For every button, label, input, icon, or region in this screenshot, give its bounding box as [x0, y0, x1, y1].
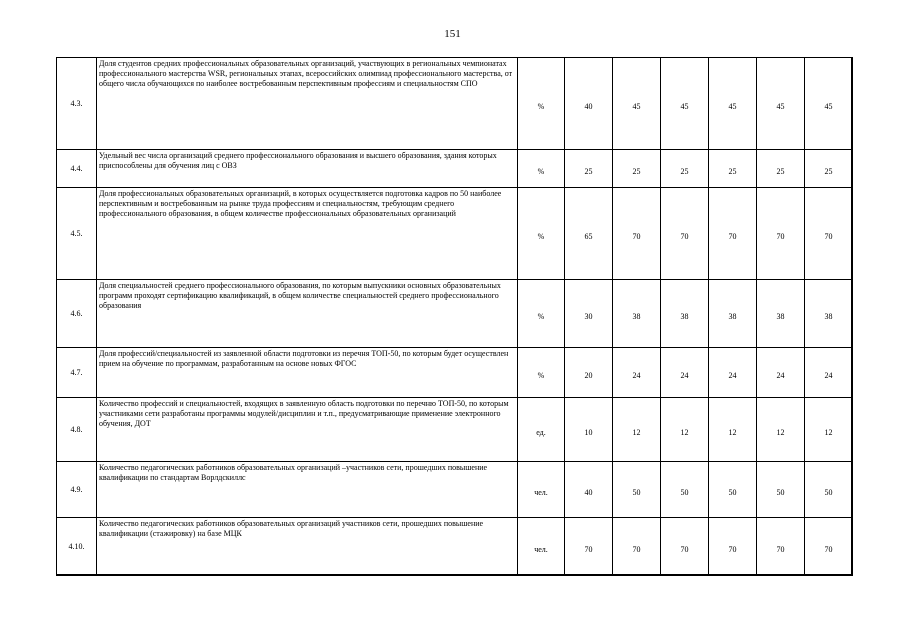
- indicator-value: 70: [661, 188, 709, 280]
- indicator-unit: %: [518, 348, 565, 398]
- indicator-description: Количество профессий и специальностей, входящих в заявленную область подготовки по перечню ТОП-50, по которым участниками сети разработаны программы модулей/дисциплин и т.п., предусматривающие применение электронного обучения, ДОТ: [97, 398, 518, 462]
- row-number: 4.7.: [57, 348, 97, 398]
- indicator-value: 45: [805, 58, 853, 150]
- indicator-value: 38: [613, 280, 661, 348]
- row-number: 4.8.: [57, 398, 97, 462]
- indicator-value: 70: [709, 188, 757, 280]
- indicator-description: Удельный вес числа организаций среднего профессионального образования и высшего образования, здания которых приспособлены для обучения лиц с ОВЗ: [97, 150, 518, 188]
- indicator-value: 25: [757, 150, 805, 188]
- indicator-description: Доля студентов средних профессиональных образовательных организаций, участвующих в региональных чемпионатах профессионального мастерства WSR, региональных этапах, всероссийских олимпиад профессионального мастерства, от общего числа обучающихся по наиболее востребованным перспективным профессиям и специальностям СПО: [97, 58, 518, 150]
- indicator-value: 12: [661, 398, 709, 462]
- row-number: 4.10.: [57, 518, 97, 576]
- indicator-value: 30: [565, 280, 613, 348]
- indicator-value: 24: [613, 348, 661, 398]
- table-row: [57, 280, 853, 348]
- indicator-value: 50: [661, 462, 709, 518]
- indicator-value: 45: [613, 58, 661, 150]
- table-row: [57, 58, 853, 150]
- indicator-value: 70: [805, 188, 853, 280]
- indicator-value: 70: [757, 188, 805, 280]
- page-number: 151: [444, 28, 461, 40]
- row-number: 4.9.: [57, 462, 97, 518]
- indicator-value: 50: [757, 462, 805, 518]
- indicator-value: 10: [565, 398, 613, 462]
- indicator-value: 12: [709, 398, 757, 462]
- indicator-value: 25: [805, 150, 853, 188]
- table-row: [57, 150, 853, 188]
- indicator-value: 70: [805, 518, 853, 576]
- indicator-value: 45: [709, 58, 757, 150]
- indicator-value: 12: [757, 398, 805, 462]
- indicator-description: Количество педагогических работников образовательных организаций –участников сети, прошедших повышение квалификации по стандартам Ворлдскиллс: [97, 462, 518, 518]
- indicator-value: 38: [661, 280, 709, 348]
- table-row: [57, 348, 853, 398]
- indicator-value: 20: [565, 348, 613, 398]
- indicator-value: 40: [565, 462, 613, 518]
- indicator-unit: %: [518, 150, 565, 188]
- indicator-value: 38: [757, 280, 805, 348]
- indicator-unit: %: [518, 280, 565, 348]
- table-row: [57, 398, 853, 462]
- indicator-value: 45: [661, 58, 709, 150]
- indicator-value: 25: [661, 150, 709, 188]
- indicator-value: 50: [805, 462, 853, 518]
- row-number: 4.6.: [57, 280, 97, 348]
- indicator-unit: чел.: [518, 518, 565, 576]
- indicator-value: 24: [709, 348, 757, 398]
- indicator-value: 38: [805, 280, 853, 348]
- indicator-unit: %: [518, 188, 565, 280]
- indicator-value: 70: [565, 518, 613, 576]
- indicator-value: 24: [757, 348, 805, 398]
- table-row: [57, 462, 853, 518]
- indicator-unit: %: [518, 58, 565, 150]
- indicator-value: 38: [709, 280, 757, 348]
- row-number: 4.3.: [57, 58, 97, 150]
- indicator-value: 24: [661, 348, 709, 398]
- indicator-unit: чел.: [518, 462, 565, 518]
- indicator-description: Количество педагогических работников образовательных организаций участников сети, прошедших повышение квалификации (стажировку) на базе МЦК: [97, 518, 518, 576]
- indicator-value: 70: [709, 518, 757, 576]
- row-number: 4.4.: [57, 150, 97, 188]
- indicator-value: 40: [565, 58, 613, 150]
- indicator-description: Доля профессий/специальностей из заявленной области подготовки из перечня ТОП-50, по которым будет осуществлен прием на обучение по программам, разработанным на основе новых ФГОС: [97, 348, 518, 398]
- indicator-value: 50: [613, 462, 661, 518]
- indicator-value: 70: [613, 518, 661, 576]
- indicator-description: Доля профессиональных образовательных организаций, в которых осуществляется подготовка кадров по 50 наиболее перспективным и востребованным на рынке труда профессиям и специальностям, требующим среднего профессионального образования, в общем количестве профессиональных образовательных организаций: [97, 188, 518, 280]
- indicators-table: [56, 57, 853, 576]
- indicator-unit: ед.: [518, 398, 565, 462]
- indicator-value: 50: [709, 462, 757, 518]
- indicator-value: 25: [613, 150, 661, 188]
- indicator-value: 70: [613, 188, 661, 280]
- table-row: [57, 188, 853, 280]
- indicator-value: 24: [805, 348, 853, 398]
- indicator-value: 25: [709, 150, 757, 188]
- table-row: [57, 518, 853, 576]
- indicator-value: 70: [757, 518, 805, 576]
- indicator-value: 25: [565, 150, 613, 188]
- indicator-value: 45: [757, 58, 805, 150]
- indicator-value: 70: [661, 518, 709, 576]
- indicator-value: 12: [613, 398, 661, 462]
- indicator-description: Доля специальностей среднего профессионального образования, по которым выпускники основных образовательных программ проходят сертификацию квалификаций, в общем количестве специальностей среднего профессионального образования: [97, 280, 518, 348]
- indicator-value: 65: [565, 188, 613, 280]
- row-number: 4.5.: [57, 188, 97, 280]
- indicator-value: 12: [805, 398, 853, 462]
